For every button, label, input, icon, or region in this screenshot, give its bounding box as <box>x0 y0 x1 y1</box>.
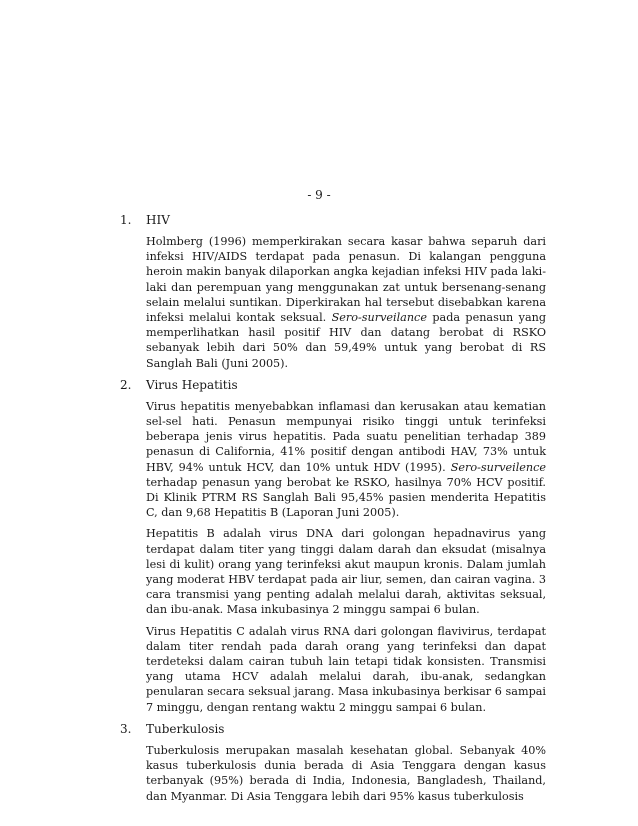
section-title: Virus Hepatitis <box>146 377 238 392</box>
document-body <box>120 212 546 810</box>
section-number: 1. <box>120 213 132 227</box>
italic-term: Sero-surveilence <box>450 460 547 474</box>
section-virus-hepatitis <box>120 377 546 715</box>
paragraph-text: terhadap penasun yang berobat ke RSKO, hasilnya 70% HCV positif. Di Klinik PTRM RS Sanglah Bali 95,45% pasien menderita Hepatitis C, dan 9,68 Hepatitis B (Laporan Juni 2005). <box>146 475 546 520</box>
section-number: 2. <box>120 377 132 392</box>
paragraph <box>146 234 546 371</box>
italic-term: Sero-surveilance <box>331 311 427 325</box>
paragraph-text: pada penasun yang memperlihatkan hasil positif HIV dan datang berobat di RSKO sebanyak lebih dari 50% dan 59,49% untuk yang berobat di RS Sanglah Bali (Juni 2005). <box>146 311 546 370</box>
section-hiv <box>120 212 546 371</box>
section-heading <box>120 212 546 229</box>
paragraph: Virus Hepatitis C adalah virus RNA dari golongan flavivirus, terdapat dalam titer rendah pada darah orang yang terinfeksi dan dapat terdeteksi dalam cairan tubuh lain tetapi tidak konsisten. Transmisi yang utama HCV adalah melalui darah, ibu-anak, sedangkan penularan secara seksual jarang. Masa inkubasinya berkisar 6 sampai 7 minggu, dengan rentang waktu 2 minggu sampai 6 bulan. <box>146 624 546 714</box>
section-title: Tuberkulosis <box>146 721 225 736</box>
section-heading <box>120 721 546 738</box>
paragraph <box>146 399 546 521</box>
paragraph-text: Virus hepatitis menyebabkan inflamasi dan kerusakan atau kematian sel-sel hati. Penasun mempunyai risiko tinggi untuk terinfeksi beberapa jenis virus hepatitis. Pada suatu penelitian terhadap 389 penasun di California, 41% positif dengan antibodi HAV, 73% untuk HBV, 94% untuk HCV, dan 10% untuk HDV (1995). <box>146 399 546 474</box>
section-title: HIV <box>146 213 170 227</box>
section-tuberkulosis <box>120 721 546 804</box>
paragraph: Tuberkulosis merupakan masalah kesehatan global. Sebanyak 40% kasus tuberkulosis dunia berada di Asia Tenggara dengan kasus terbanyak (95%) berada di India, Indonesia, Bangladesh, Thailand, dan Myanmar. Di Asia Tenggara lebih dari 95% kasus tuberkulosis <box>146 743 546 803</box>
paragraph-text: Holmberg (1996) memperkirakan secara kasar bahwa separuh dari infeksi HIV/AIDS terdapat pada penasun. Di kalangan pengguna heroin makin banyak dilaporkan angka kejadian infeksi HIV pada laki-laki dan perempuan yang menggunakan zat untuk bersenang-senang selain melalui suntikan. Diperkirakan hal tersebut disebabkan karena infeksi melalui kontak seksual. <box>146 235 546 325</box>
section-heading <box>120 377 546 394</box>
paragraph: Hepatitis B adalah virus DNA dari golongan hepadnavirus yang terdapat dalam titer yang tinggi dalam darah dan eksudat (misalnya lesi di kulit) orang yang terinfeksi akut maupun kronis. Dalam jumlah yang moderat HBV terdapat pada air liur, semen, dan cairan vagina. 3 cara transmisi yang penting adalah melalui darah, aktivitas seksual, dan ibu-anak. Masa inkubasinya 2 minggu sampai 6 bulan. <box>146 527 546 617</box>
section-number: 3. <box>120 721 132 736</box>
page-number: - 9 - <box>307 188 331 202</box>
